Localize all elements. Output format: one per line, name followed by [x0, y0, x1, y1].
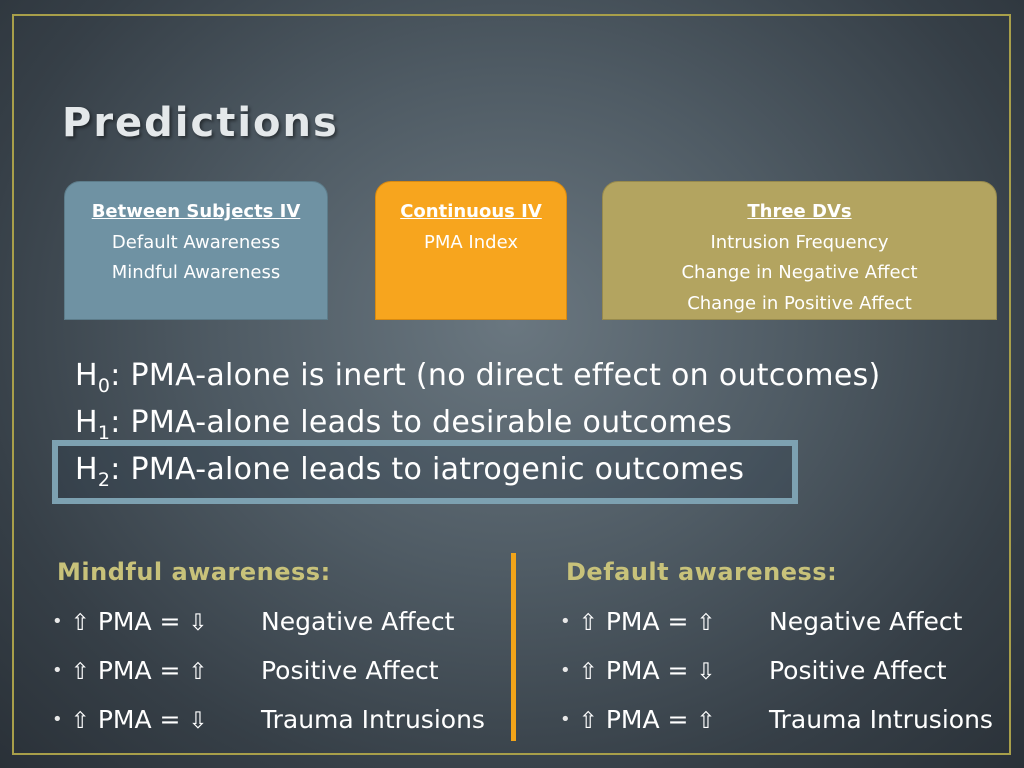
mindful-row-trauma-intrusions — [52, 705, 485, 734]
default-row-trauma-intrusions — [560, 705, 993, 734]
hypothesis-h2 — [75, 452, 745, 491]
pma-label: PMA = — [605, 656, 689, 685]
default-awareness-heading: Default awareness: — [566, 558, 838, 586]
hypothesis-text: : PMA-alone leads to desirable outcomes — [110, 405, 733, 440]
pma-label: PMA = — [97, 656, 181, 685]
hypothesis-h1 — [75, 405, 733, 444]
up-arrow-icon: ⇧ — [696, 708, 716, 734]
pma-label: PMA = — [605, 607, 689, 636]
pma-label: PMA = — [605, 705, 689, 734]
up-arrow-icon: ⇧ — [578, 659, 598, 685]
down-arrow-icon: ⇩ — [188, 610, 208, 636]
card-line: PMA Index — [424, 231, 518, 253]
card-between-subjects-iv — [64, 181, 328, 320]
pma-label: PMA = — [97, 607, 181, 636]
column-divider — [511, 553, 516, 741]
down-arrow-icon: ⇩ — [188, 708, 208, 734]
bullet-icon: • — [52, 660, 63, 681]
up-arrow-icon: ⇧ — [70, 659, 90, 685]
hypothesis-subscript: 2 — [97, 469, 111, 491]
bullet-icon: • — [560, 611, 571, 632]
hypothesis-h0 — [75, 358, 881, 397]
up-arrow-icon: ⇧ — [70, 610, 90, 636]
card-line: Change in Positive Affect — [687, 292, 912, 314]
outcome-label: Positive Affect — [769, 656, 947, 685]
bullet-icon: • — [52, 611, 63, 632]
card-heading: Between Subjects IV — [91, 201, 301, 222]
up-arrow-icon: ⇧ — [578, 610, 598, 636]
outcome-label: Trauma Intrusions — [261, 705, 485, 734]
hypothesis-text: : PMA-alone is inert (no direct effect on outcomes) — [110, 358, 881, 393]
card-continuous-iv — [375, 181, 567, 320]
card-heading: Three DVs — [747, 201, 852, 222]
mindful-awareness-heading: Mindful awareness: — [57, 558, 331, 586]
pma-label: PMA = — [97, 705, 181, 734]
up-arrow-icon: ⇧ — [578, 708, 598, 734]
bullet-icon: • — [560, 660, 571, 681]
card-three-dvs — [602, 181, 997, 320]
up-arrow-icon: ⇧ — [188, 659, 208, 685]
bullet-icon: • — [52, 709, 63, 730]
default-row-negative-affect — [560, 607, 963, 636]
outcome-label: Negative Affect — [261, 607, 455, 636]
hypothesis-subscript: 0 — [97, 375, 111, 397]
hypothesis-symbol: H — [75, 405, 98, 440]
hypothesis-symbol: H — [75, 452, 98, 487]
down-arrow-icon: ⇩ — [696, 659, 716, 685]
page-title: Predictions — [62, 100, 339, 146]
outcome-label: Positive Affect — [261, 656, 439, 685]
up-arrow-icon: ⇧ — [70, 708, 90, 734]
hypothesis-symbol: H — [75, 358, 98, 393]
up-arrow-icon: ⇧ — [696, 610, 716, 636]
outcome-label: Negative Affect — [769, 607, 963, 636]
card-line: Intrusion Frequency — [710, 231, 889, 253]
bullet-icon: • — [560, 709, 571, 730]
outcome-label: Trauma Intrusions — [769, 705, 993, 734]
card-line: Change in Negative Affect — [681, 262, 918, 283]
card-heading: Continuous IV — [400, 201, 542, 222]
card-line: Mindful Awareness — [111, 262, 281, 283]
mindful-row-negative-affect — [52, 607, 455, 636]
hypothesis-text: : PMA-alone leads to iatrogenic outcomes — [110, 452, 745, 487]
mindful-row-positive-affect — [52, 656, 439, 685]
card-line: Default Awareness — [111, 231, 281, 253]
hypothesis-subscript: 1 — [97, 422, 111, 444]
default-row-positive-affect — [560, 656, 947, 685]
